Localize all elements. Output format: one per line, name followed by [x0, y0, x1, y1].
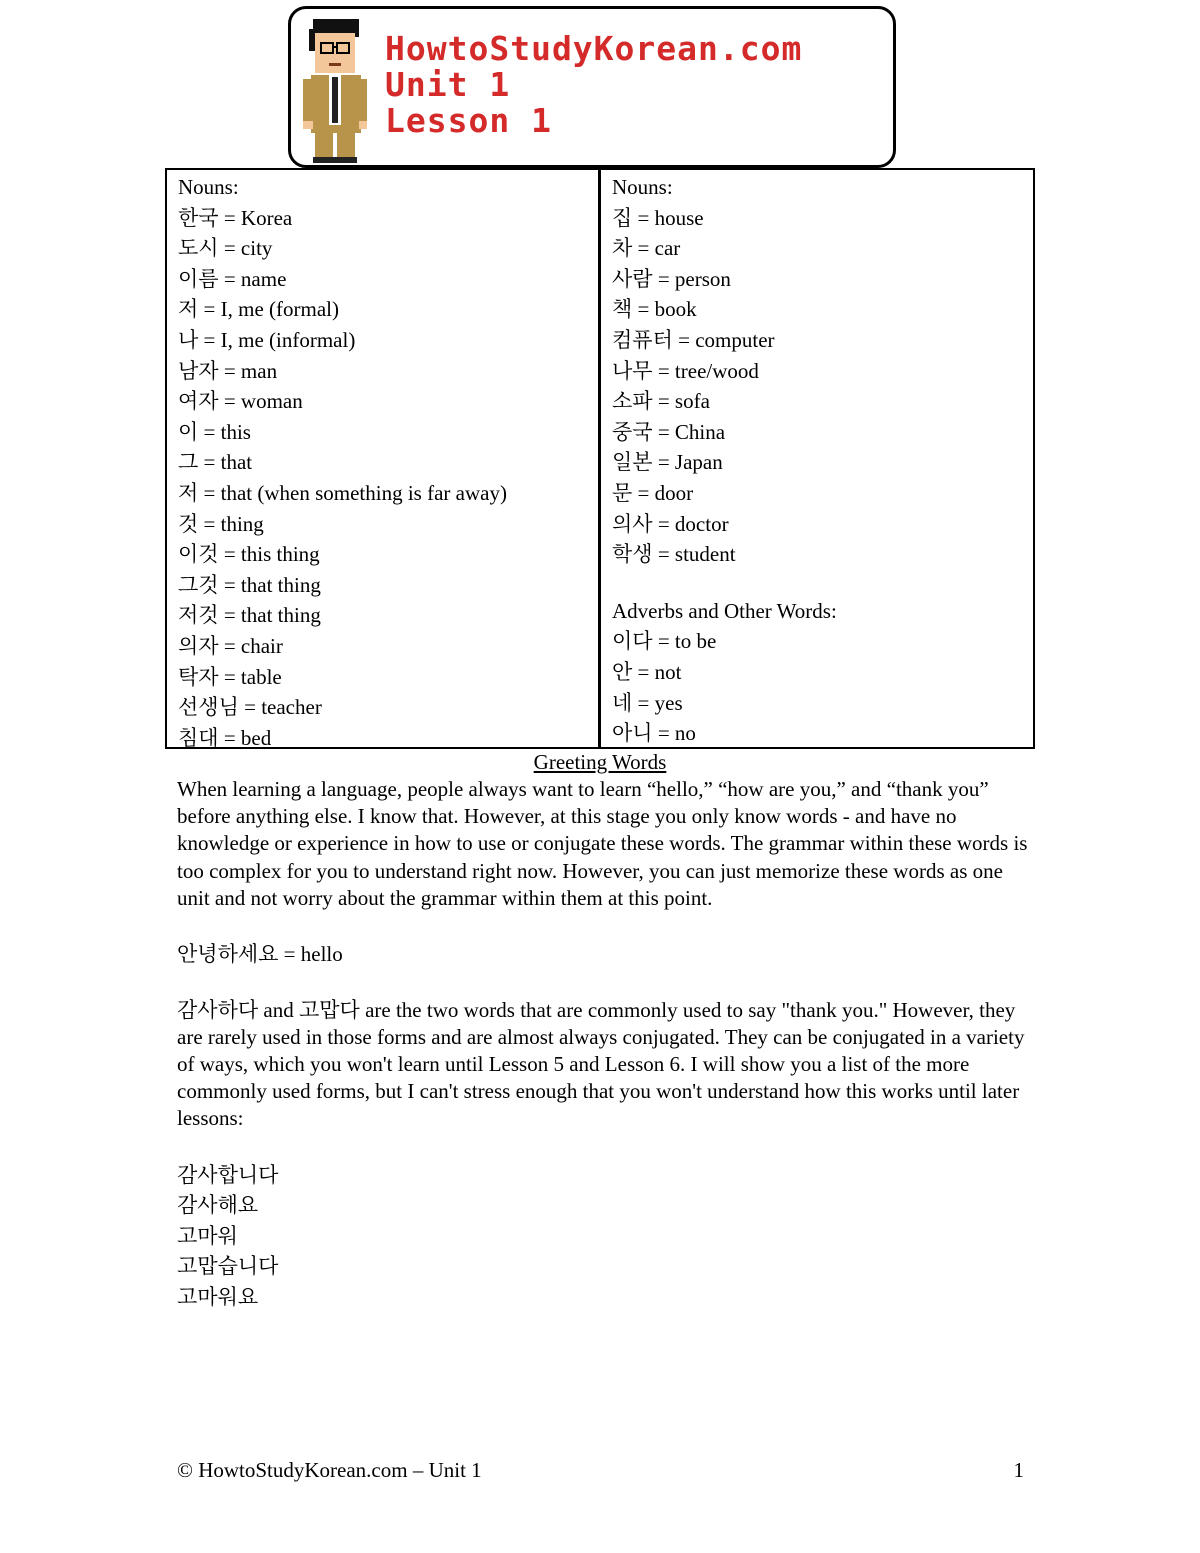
vocab-entry: 책 = book	[612, 297, 697, 322]
vocab-entry: 도시 = city	[178, 236, 273, 261]
vocab-entry: 저 = I, me (formal)	[178, 297, 339, 322]
vocab-column-left	[167, 170, 601, 750]
vocab-entry: 탁자 = table	[178, 664, 282, 689]
vocab-entry: 저 = that (when something is far away)	[178, 480, 507, 505]
column-heading: Nouns:	[178, 175, 239, 199]
vocab-entry: 일본 = Japan	[612, 450, 723, 475]
vocab-entry: 소파 = sofa	[612, 389, 710, 414]
section-title-greeting: Greeting Words	[533, 750, 667, 774]
vocab-entry: 학생 = student	[612, 542, 736, 567]
vocab-entry: 의자 = chair	[178, 633, 283, 658]
thank-you-form: 감사해요	[177, 1193, 259, 1218]
thank-you-form: 고마워	[177, 1223, 238, 1248]
vocab-entry: 선생님 = teacher	[178, 695, 322, 720]
column-heading: Nouns:	[612, 175, 673, 199]
vocab-entry: 아니 = no	[612, 721, 696, 746]
vocab-entry: 컴퓨터 = computer	[612, 327, 775, 352]
greeting-body	[177, 776, 1037, 1312]
page-footer	[177, 1458, 1024, 1483]
vocab-entry: 여자 = woman	[178, 389, 303, 414]
vocab-entry: 남자 = man	[178, 358, 278, 383]
vocab-entry: 저것 = that thing	[178, 603, 321, 628]
vocab-entry: 한국 = Korea	[178, 205, 293, 230]
paragraph: When learning a language, people always want to learn “hello,” “how are you,” and “thank you” before anything else. I know that. However, at this stage you only know words - and have no knowledge or experience in how to use or conjugate these words. The grammar within these words is too complex for you to understand right now. However, you can just memorize these words as one unit and not worry about the grammar within them at this point.	[177, 777, 1028, 910]
header-title-block	[385, 31, 802, 139]
vocab-entry: 의사 = doctor	[612, 511, 729, 536]
vocab-entry: 그것 = that thing	[178, 572, 321, 597]
lesson-title: Lesson 1	[385, 101, 552, 140]
footer-copyright: © HowtoStudyKorean.com – Unit 1	[177, 1458, 482, 1482]
vocab-column-right	[601, 170, 1033, 747]
paragraph: 감사하다 and 고맙다 are the two words that are commonly used to say "thank you." However, they are rarely used in those forms and are almost always conjugated. They can be conjugated in a variety of ways, which you won't learn until Lesson 5 and Lesson 6. I will show you a list of the more commonly used forms, but I can't stress enough that you won't understand how this works until later lessons:	[177, 997, 1025, 1131]
vocab-entry: 그 = that	[178, 450, 253, 475]
vocab-entry: 문 = door	[612, 480, 694, 505]
vocab-entry: 침대 = bed	[178, 725, 272, 750]
vocab-entry: 것 = thing	[178, 511, 264, 536]
page-number: 1	[1013, 1458, 1024, 1482]
vocab-entry: 이다 = to be	[612, 629, 717, 654]
lesson-header-banner	[288, 6, 896, 168]
hello-entry: 안녕하세요 = hello	[177, 942, 343, 967]
vocabulary-table	[165, 168, 1035, 749]
vocab-entry: 이름 = name	[178, 266, 287, 291]
site-title: HowtoStudyKorean.com	[385, 29, 803, 68]
vocab-entry: 집 = house	[612, 205, 704, 230]
vocab-entry: 이 = this	[178, 419, 251, 444]
thank-you-form: 고맙습니다	[177, 1254, 279, 1279]
column-heading: Adverbs and Other Words:	[612, 598, 837, 623]
thank-you-forms-list	[177, 1160, 1037, 1313]
vocab-entry: 나 = I, me (informal)	[178, 327, 356, 352]
thank-you-form: 고마워요	[177, 1284, 259, 1309]
thank-you-form: 감사합니다	[177, 1162, 279, 1187]
unit-title: Unit 1	[385, 65, 511, 104]
vocab-entry: 차 = car	[612, 236, 681, 261]
vocab-entry: 중국 = China	[612, 419, 726, 444]
vocab-entry: 사람 = person	[612, 266, 731, 291]
mascot-icon	[299, 15, 369, 165]
vocab-entry: 네 = yes	[612, 690, 683, 715]
vocab-entry: 안 = not	[612, 659, 682, 684]
vocab-entry: 이것 = this thing	[178, 542, 320, 567]
vocab-entry: 나무 = tree/wood	[612, 358, 759, 383]
